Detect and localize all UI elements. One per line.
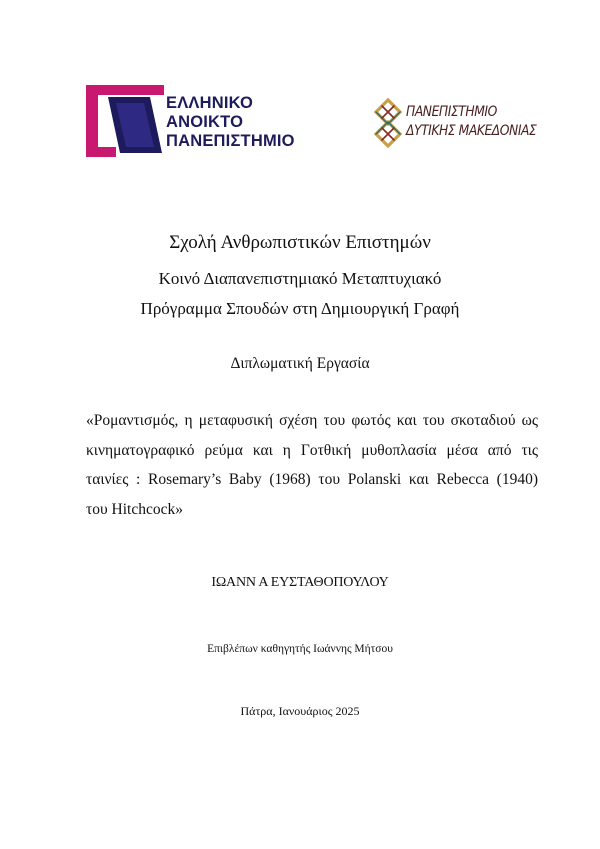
school-name: Σχολή Ανθρωπιστικών Επιστημών — [169, 232, 431, 253]
thesis-title-line: του Hitchcock» — [86, 500, 183, 518]
eap-logo-text — [166, 94, 295, 151]
knot-emblem-icon — [372, 98, 404, 148]
thesis-title-line: ταινίες : Rosemary’s Baby (1968) του Polanski και Rebecca (1940) — [86, 471, 538, 488]
eap-logo-line: ΠΑΝΕΠΙΣΤΗΜΙΟ — [166, 132, 295, 150]
uowm-logo-line: ΠΑΝΕΠΙΣΤΗΜΙΟ — [406, 104, 497, 120]
eap-logo — [86, 85, 301, 157]
thesis-title-line: κινηματογραφικό ρεύμα και η Γοτθική μυθοπλασία μέσα από τις — [86, 441, 538, 459]
uowm-logo-text — [406, 103, 536, 141]
eap-logo-line: ΕΛΛΗΝΙΚΟ — [166, 94, 254, 112]
place-date: Πάτρα, Ιανουάριος 2025 — [240, 704, 360, 718]
eap-logo-line: ΑΝΟΙΚΤΟ — [166, 113, 244, 131]
thesis-title — [86, 406, 538, 524]
author-name: ΙΩΑΝΝ Α ΕΥΣΤΑΘΟΠΟΥΛΟΥ — [211, 575, 389, 590]
eap-logo-mark-icon — [86, 85, 164, 157]
uowm-logo-line: ΔΥΤΙΚΗΣ ΜΑΚΕΔΟΝΙΑΣ — [406, 123, 537, 139]
supervisor: Επιβλέπων καθηγητής Ιωάννης Μήτσου — [207, 643, 393, 655]
program-line-1: Κοινό Διαπανεπιστημιακό Μεταπτυχιακό — [158, 269, 442, 288]
program-line-2: Πρόγραμμα Σπουδών στη Δημιουργική Γραφή — [140, 299, 460, 318]
uowm-logo — [372, 98, 537, 148]
thesis-title-line: «Ρομαντισμός, η μεταφυσική σχέση του φωτός και του σκοταδιού ως — [86, 412, 538, 429]
thesis-type: Διπλωματική Εργασία — [230, 355, 370, 372]
